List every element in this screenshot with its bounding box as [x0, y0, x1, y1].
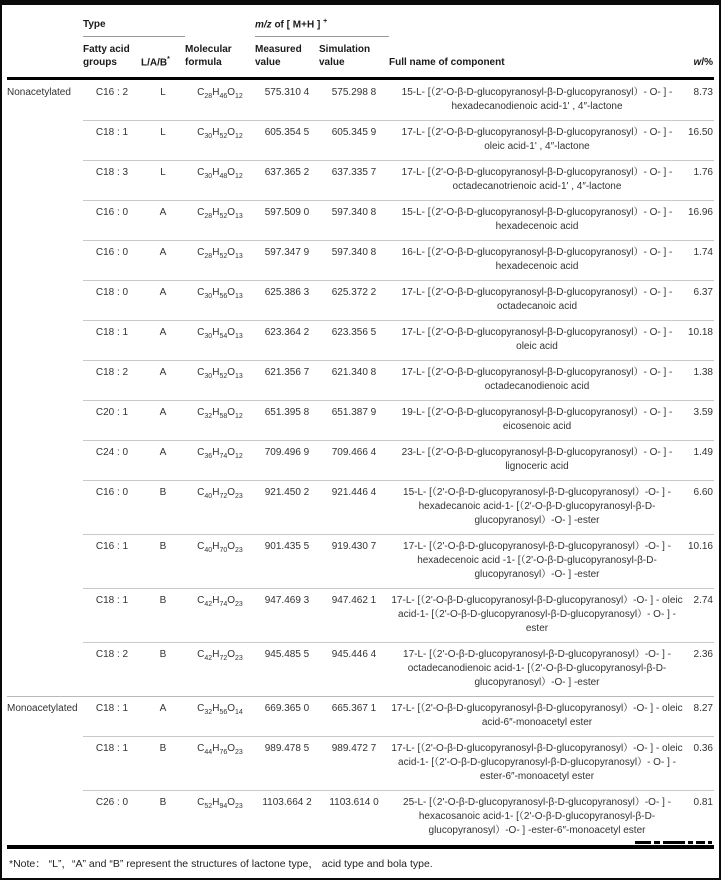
- component-name-cell: 17-L- [（2'-O-β-D-glucopyranosyl-β-D-glucopyranosyl）- O- ] - octadecanoic acid: [401, 287, 673, 312]
- table-row: [7, 696, 714, 736]
- simulation-value-cell: 945.446 4: [331, 649, 377, 660]
- header-measured-line2: value: [255, 57, 281, 68]
- measured-value-cell: 709.496 9: [264, 447, 310, 458]
- simulation-value-cell: 597.340 8: [331, 207, 377, 218]
- fatty-acid-cell: C26 : 0: [95, 797, 129, 808]
- measured-value-cell: 605.354 5: [264, 127, 310, 138]
- lab-cell: A: [159, 447, 167, 458]
- measured-value-cell: 637.365 2: [264, 167, 310, 178]
- lab-cell: A: [159, 703, 167, 714]
- header-group-row: [7, 11, 714, 37]
- fatty-acid-cell: C18 : 1: [95, 743, 129, 754]
- table-row: [7, 736, 714, 790]
- fatty-acid-cell: C18 : 2: [95, 649, 129, 660]
- lab-cell: B: [159, 541, 167, 552]
- simulation-value-cell: 651.387 9: [331, 407, 377, 418]
- weight-percent-cell: 10.16: [687, 541, 713, 552]
- measured-value-cell: 575.310 4: [264, 87, 310, 98]
- header-formula: [185, 43, 255, 69]
- table-row: [7, 320, 714, 360]
- measured-value-cell: 669.365 0: [264, 703, 310, 714]
- measured-value-cell: 989.478 5: [264, 743, 310, 754]
- measured-value-cell: 651.395 8: [264, 407, 310, 418]
- weight-percent-cell: 0.36: [693, 743, 713, 754]
- header-fatty-acid-line2: groups: [83, 57, 117, 68]
- formula-cell: $C_{30}H_{52}O_{12}$: [197, 127, 243, 140]
- header-label-row: [7, 37, 714, 77]
- measured-value-cell: 1103.664 2: [262, 797, 312, 808]
- lab-cell: A: [159, 327, 167, 338]
- component-name-cell: 15-L- [（2'-O-β-D-glucopyranosyl-β-D-glucopyranosyl）-O- ] - hexadecanoic acid-1- [（2'-O-β-D-glucopyranosyl-β-D-glucopyranosyl）-O- ] -ester: [403, 487, 671, 526]
- table-row: [7, 120, 714, 160]
- simulation-value-cell: 597.340 8: [331, 247, 377, 258]
- formula-cell: $C_{30}H_{56}O_{13}$: [197, 287, 243, 300]
- table-row: [7, 400, 714, 440]
- formula-cell: $C_{32}H_{58}O_{12}$: [197, 407, 243, 420]
- fatty-acid-cell: C18 : 1: [95, 327, 129, 338]
- formula-cell: $C_{36}H_{74}O_{12}$: [197, 447, 243, 460]
- weight-percent-cell: 1.76: [693, 167, 713, 178]
- mz-rest: of [ M+H ]: [271, 19, 321, 30]
- lab-cell: B: [159, 595, 167, 606]
- header-group-type: Type: [83, 18, 185, 37]
- lab-superscript: *: [167, 55, 170, 63]
- component-name-cell: 16-L- [（2'-O-β-D-glucopyranosyl-β-D-glucopyranosyl）- O- ] - hexadecenoic acid: [401, 247, 673, 272]
- header-formula-line1: Molecular: [185, 44, 232, 55]
- table-header: [7, 5, 714, 80]
- table-row: [7, 642, 714, 696]
- measured-value-cell: 621.356 7: [264, 367, 310, 378]
- component-name-cell: 15-L- [（2'-O-β-D-glucopyranosyl-β-D-glucopyranosyl）- O- ] - hexadecenoic acid: [401, 207, 673, 232]
- component-name-cell: 17-L- [（2'-O-β-D-glucopyranosyl-β-D-glucopyranosyl）-O- ] - octadecanodienoic acid-1- [（2'-O-β-D-glucopyranosyl-β-D-glucopyranosyl）-O- ] -ester: [403, 649, 671, 688]
- measured-value-cell: 901.435 5: [264, 541, 310, 552]
- simulation-value-cell: 921.446 4: [331, 487, 377, 498]
- mz-superscript: +: [323, 17, 328, 25]
- lab-cell: A: [159, 407, 167, 418]
- simulation-value-cell: 1103.614 0: [329, 797, 379, 808]
- simulation-value-cell: 625.372 2: [331, 287, 377, 298]
- lab-cell: B: [159, 743, 167, 754]
- formula-cell: $C_{30}H_{52}O_{13}$: [197, 367, 243, 380]
- lab-cell: B: [159, 649, 167, 660]
- table-row: [7, 360, 714, 400]
- formula-cell: $C_{30}H_{54}O_{13}$: [197, 327, 243, 340]
- component-name-cell: 17-L- [（2'-O-β-D-glucopyranosyl-β-D-glucopyranosyl）-O- ] - oleic acid-1- [（2'-O-β-D-glucopyranosyl-β-D-glucopyranosyl）- O- ] -ester: [391, 595, 683, 634]
- formula-cell: $C_{28}H_{46}O_{12}$: [197, 87, 243, 100]
- measured-value-cell: 625.386 3: [264, 287, 310, 298]
- simulation-value-cell: 947.462 1: [331, 595, 377, 606]
- formula-cell: $C_{28}H_{52}O_{13}$: [197, 207, 243, 220]
- simulation-value-cell: 637.335 7: [331, 167, 377, 178]
- weight-percent-cell: 2.74: [693, 595, 713, 606]
- w-rest: /%: [701, 57, 713, 68]
- simulation-value-cell: 989.472 7: [331, 743, 377, 754]
- table-row: [7, 790, 714, 844]
- component-name-cell: 25-L- [（2'-O-β-D-glucopyranosyl-β-D-glucopyranosyl）-O- ] - hexacosanoic acid-1- [（2'-O-β-D-glucopyranosyl-β-D-glucopyranosyl）-O- ] -ester-6″-monoacetyl ester: [403, 797, 671, 836]
- weight-percent-cell: 0.81: [693, 797, 713, 808]
- header-simulation: [319, 43, 389, 69]
- simulation-value-cell: 919.430 7: [331, 541, 377, 552]
- weight-percent-cell: 3.59: [693, 407, 713, 418]
- table-bottom-rule: [7, 845, 714, 849]
- header-fatty-acid: [83, 43, 141, 69]
- measured-value-cell: 921.450 2: [264, 487, 310, 498]
- table-row: [7, 280, 714, 320]
- scan-artifact-marks: [635, 841, 712, 844]
- fatty-acid-cell: C16 : 2: [95, 87, 129, 98]
- weight-percent-cell: 6.60: [693, 487, 713, 498]
- table-row: [7, 440, 714, 480]
- lab-cell: A: [159, 287, 167, 298]
- lab-cell: A: [159, 207, 167, 218]
- simulation-value-cell: 621.340 8: [331, 367, 377, 378]
- component-name-cell: 17-L- [（2'-O-β-D-glucopyranosyl-β-D-glucopyranosyl）-O- ] - hexadecenoic acid -1- [（2'-O-β-D-glucopyranosyl-β-D-glucopyranosyl）-O- ] -ester: [403, 541, 671, 580]
- component-name-cell: 17-L- [（2'-O-β-D-glucopyranosyl-β-D-glucopyranosyl）- O- ] - oleic acid: [401, 327, 673, 352]
- type-cell: Nonacetylated: [7, 87, 71, 98]
- formula-cell: $C_{52}H_{94}O_{23}$: [197, 797, 243, 810]
- table-row: [7, 80, 714, 120]
- fatty-acid-cell: C24 : 0: [95, 447, 129, 458]
- measured-value-cell: 597.509 0: [264, 207, 310, 218]
- fatty-acid-cell: C16 : 1: [95, 541, 129, 552]
- fatty-acid-cell: C18 : 2: [95, 367, 129, 378]
- header-fatty-acid-line1: Fatty acid: [83, 44, 130, 55]
- simulation-value-cell: 605.345 9: [331, 127, 377, 138]
- lab-cell: B: [159, 487, 167, 498]
- simulation-value-cell: 709.466 4: [331, 447, 377, 458]
- fatty-acid-cell: C18 : 1: [95, 127, 129, 138]
- formula-cell: $C_{30}H_{48}O_{12}$: [197, 167, 243, 180]
- fatty-acid-cell: C16 : 0: [95, 487, 129, 498]
- table-row: [7, 480, 714, 534]
- lab-cell: L: [160, 127, 166, 138]
- measured-value-cell: 947.469 3: [264, 595, 310, 606]
- table-row: [7, 160, 714, 200]
- measured-value-cell: 945.485 5: [264, 649, 310, 660]
- weight-percent-cell: 1.74: [693, 247, 713, 258]
- weight-percent-cell: 6.37: [693, 287, 713, 298]
- simulation-value-cell: 575.298 8: [331, 87, 377, 98]
- lab-cell: A: [159, 367, 167, 378]
- component-name-cell: 17-L- [（2'-O-β-D-glucopyranosyl-β-D-glucopyranosyl）-O- ] - oleic acid-6″-monoacetyl ester: [391, 703, 683, 728]
- header-component-name: Full name of component: [389, 57, 505, 68]
- measured-value-cell: 623.364 2: [264, 327, 310, 338]
- table-row: [7, 240, 714, 280]
- table-row: [7, 534, 714, 588]
- type-cell: Monoacetylated: [7, 703, 78, 714]
- header-group-mz: [255, 15, 389, 37]
- component-name-cell: 15-L- [（2'-O-β-D-glucopyranosyl-β-D-glucopyranosyl）- O- ] - hexadecanodienoic acid-1' , 4″-lactone: [401, 87, 673, 112]
- component-name-cell: 19-L- [（2'-O-β-D-glucopyranosyl-β-D-glucopyranosyl）- O- ] - eicosenoic acid: [401, 407, 673, 432]
- header-simulation-line2: value: [319, 57, 345, 68]
- measured-value-cell: 597.347 9: [264, 247, 310, 258]
- weight-percent-cell: 16.96: [687, 207, 713, 218]
- fatty-acid-cell: C18 : 0: [95, 287, 129, 298]
- table-row: [7, 588, 714, 642]
- component-name-cell: 17-L- [（2'-O-β-D-glucopyranosyl-β-D-glucopyranosyl）- O- ] - octadecanodienoic acid: [401, 367, 673, 392]
- weight-percent-cell: 1.38: [693, 367, 713, 378]
- lab-cell: A: [159, 247, 167, 258]
- formula-cell: $C_{42}H_{74}O_{23}$: [197, 595, 243, 608]
- formula-cell: $C_{42}H_{72}O_{23}$: [197, 649, 243, 662]
- fatty-acid-cell: C18 : 3: [95, 167, 129, 178]
- header-lab-label: L/A/B: [141, 57, 168, 68]
- fatty-acid-cell: C18 : 1: [95, 703, 129, 714]
- component-name-cell: 17-L- [（2'-O-β-D-glucopyranosyl-β-D-glucopyranosyl）- O- ] - oleic acid-1' , 4″-lactone: [401, 127, 673, 152]
- mz-label: m/z: [255, 19, 272, 30]
- table-body: [7, 80, 714, 844]
- weight-percent-cell: 8.27: [693, 703, 713, 714]
- header-lab: [141, 53, 185, 69]
- header-measured: [255, 43, 319, 69]
- weight-percent-cell: 1.49: [693, 447, 713, 458]
- table-row: [7, 200, 714, 240]
- w-italic: w: [693, 57, 702, 68]
- fatty-acid-cell: C16 : 0: [95, 207, 129, 218]
- header-measured-line1: Measured: [255, 44, 302, 55]
- header-weight-percent: [685, 56, 714, 69]
- formula-cell: $C_{32}H_{56}O_{14}$: [197, 703, 243, 716]
- formula-cell: $C_{40}H_{72}O_{23}$: [197, 487, 243, 500]
- table-footnote: *Note： “L”，“A” and “B” represent the structures of lactone type， acid type and bola type.: [9, 858, 433, 870]
- lab-cell: B: [159, 797, 167, 808]
- formula-cell: $C_{40}H_{70}O_{23}$: [197, 541, 243, 554]
- simulation-value-cell: 665.367 1: [331, 703, 377, 714]
- fatty-acid-cell: C16 : 0: [95, 247, 129, 258]
- fatty-acid-cell: C18 : 1: [95, 595, 129, 606]
- lab-cell: L: [160, 167, 166, 178]
- formula-cell: $C_{44}H_{76}O_{23}$: [197, 743, 243, 756]
- weight-percent-cell: 10.18: [687, 327, 713, 338]
- weight-percent-cell: 16.50: [687, 127, 713, 138]
- header-simulation-line1: Simulation: [319, 44, 371, 55]
- fatty-acid-cell: C20 : 1: [95, 407, 129, 418]
- component-name-cell: 17-L- [（2'-O-β-D-glucopyranosyl-β-D-glucopyranosyl）- O- ] - octadecanotrienoic acid-1' , 4″-lactone: [401, 167, 673, 192]
- lab-cell: L: [160, 87, 166, 98]
- component-name-cell: 23-L- [（2'-O-β-D-glucopyranosyl-β-D-glucopyranosyl）- O- ] - lignoceric acid: [401, 447, 673, 472]
- weight-percent-cell: 8.73: [693, 87, 713, 98]
- simulation-value-cell: 623.356 5: [331, 327, 377, 338]
- formula-cell: $C_{28}H_{52}O_{13}$: [197, 247, 243, 260]
- weight-percent-cell: 2.36: [693, 649, 713, 660]
- header-formula-line2: formula: [185, 57, 222, 68]
- component-name-cell: 17-L- [（2'-O-β-D-glucopyranosyl-β-D-glucopyranosyl）-O- ] - oleic acid-1- [（2'-O-β-D-glucopyranosyl-β-D-glucopyranosyl）- O- ] -ester-6″-monoacetyl ester: [391, 743, 683, 782]
